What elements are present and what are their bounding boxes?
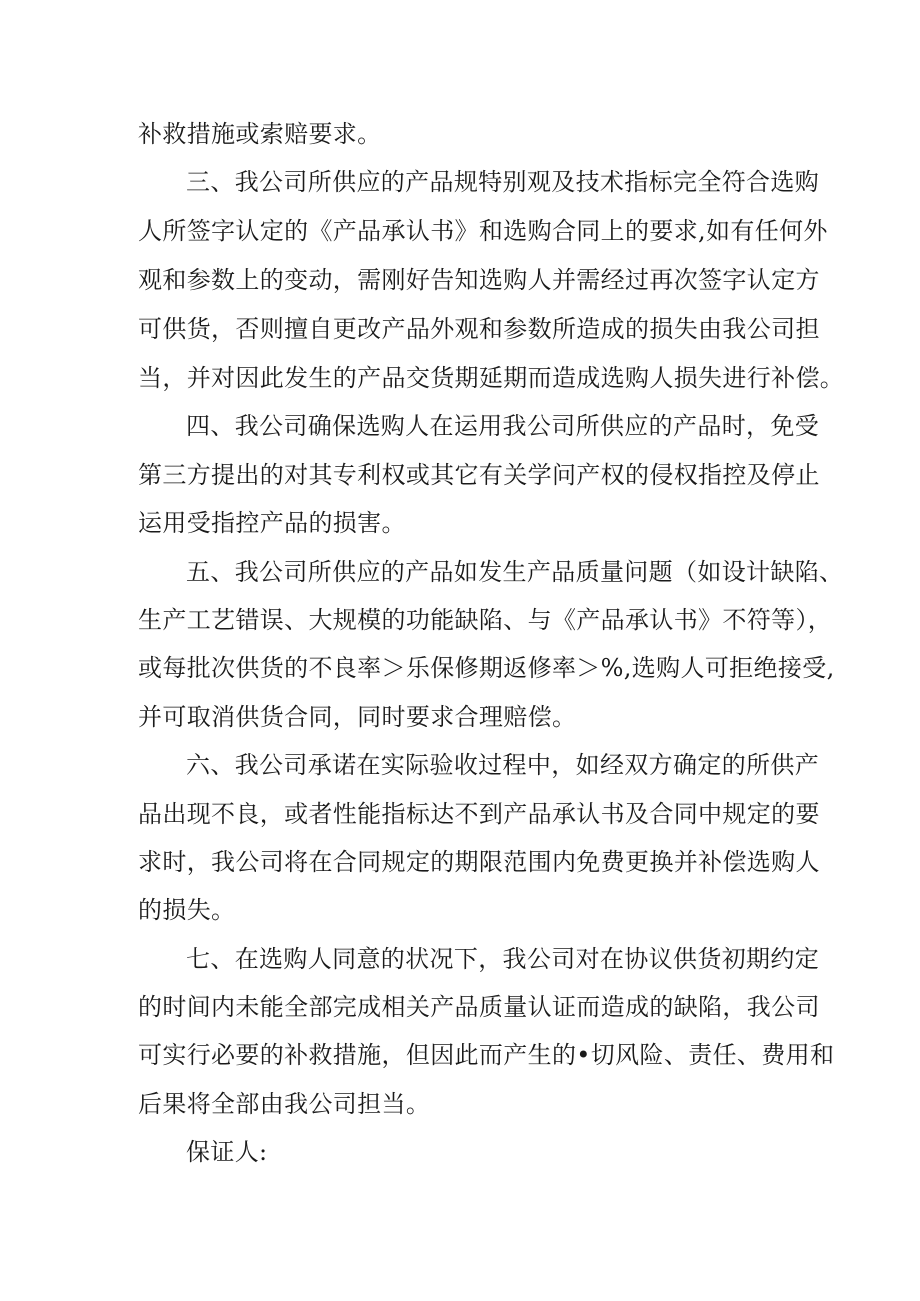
clause-5-line-2: 生产工艺错误、大规模的功能缺陷、与《产品承认书》不符等）， [138,606,833,634]
clause-6-line-3: 求时，我公司将在合同规定的期限范围内免费更换并补偿选购人 [138,848,820,876]
clause-5-line-4: 并可取消供货合同，同时要求合理赔偿。 [138,703,577,731]
paragraph-continuation-line-1: 补救措施或索赔要求。 [138,120,382,148]
clause-7-line-2: 的时间内未能全部完成相关产品质量认证而造成的缺陷，我公司 [138,993,820,1021]
clause-7-line-4: 后果将全部由我公司担当。 [138,1090,431,1118]
clause-7-line-3: 可实行必要的补救措施，但因此而产生的•切风险、责任、费用和 [138,1041,835,1069]
clause-6-line-2: 品出现不良，或者性能指标达不到产品承认书及合同中规定的要 [138,800,820,828]
clause-3-line-4: 可供货，否则擅自更改产品外观和参数所造成的损失由我公司担 [138,315,820,343]
clause-3-line-1: 三、我公司所供应的产品规特别观及技术指标完全符合选购 [186,168,820,196]
clause-4-line-2: 第三方提出的对其专利权或其它有关学问产权的侵权指控及停止 [138,461,820,489]
clause-3-line-5: 当，并对因此发生的产品交货期延期而造成选购人损失进行补偿。 [138,364,845,392]
clause-6-line-1: 六、我公司承诺在实际验收过程中，如经双方确定的所供产 [186,751,820,779]
clause-5-line-1: 五、我公司所供应的产品如发生产品质量问题（如设计缺陷、 [186,558,844,586]
clause-7-line-1: 七、在选购人同意的状况下，我公司对在协议供货初期约定 [186,945,820,973]
clause-3-line-2: 人所签字认定的《产品承认书》和选购合同上的要求,如有任何外 [138,217,828,245]
clause-6-line-4: 的损失。 [138,896,236,924]
clause-3-line-3: 观和参数上的变动，需刚好告知选购人并需经过再次签字认定方 [138,266,820,294]
clause-5-line-3: 或每批次供货的不良率＞乐保修期返修率＞%,选购人可拒绝接受, [138,654,835,682]
clause-4-line-3: 运用受指控产品的损害。 [138,509,406,537]
clause-4-line-1: 四、我公司确保选购人在运用我公司所供应的产品时，免受 [186,412,820,440]
guarantor-label: 保证人: [186,1138,268,1166]
